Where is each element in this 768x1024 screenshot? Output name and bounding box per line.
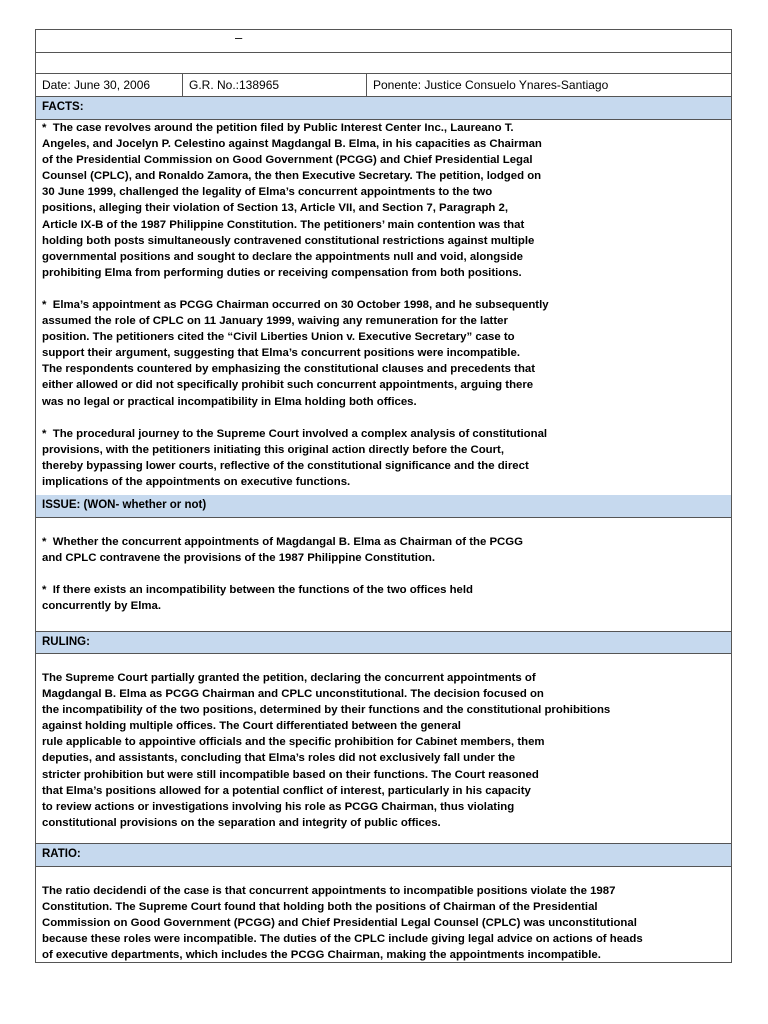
case-digest-document: [35, 29, 732, 963]
ruling-heading: RULING:: [36, 632, 731, 654]
title-row: [36, 30, 731, 53]
facts-paragraph-1: * The case revolves around the petition filed by Public Interest Center Inc., Laureano T. Angeles, and Jocelyn P. Celestino against Magdangal B. Elma, in his capacities as Chairman of the Presidential Commission on Good Government (PCGG) and Chief Presidential Legal Counsel (CPLC), and Ronaldo Zamora, the then Executive Secretary. The petition, lodged on 30 June 1999, challenged the legality of Elma’s concurrent appointments to the two positions, alleging their violation of Section 13, Article VII, and Section 7, Paragraph 2, Article IX-B of the 1987 Philippine Constitution. The petitioners’ main contention was that holding both posts simultaneously contravened constitutional restrictions against multiple governmental positions and sought to declare the appointments null and void, alongside prohibiting Elma from performing duties or receiving compensation from both positions.: [42, 122, 542, 279]
facts-paragraph-3: * The procedural journey to the Supreme Court involved a complex analysis of constitutional provisions, with the petitioners initiating this original action directly before the Court, thereby bypassing lower courts, reflective of the constitutional significance and the direct implications of the appointments on executive functions.: [42, 427, 548, 488]
gr-number-cell: G.R. No.:138965: [183, 74, 367, 96]
issue-heading: ISSUE: (WON- whether or not): [36, 495, 731, 518]
ponente-cell: Ponente: Justice Consuelo Ynares-Santiago: [373, 78, 609, 92]
date-cell: Date: June 30, 2006: [36, 74, 183, 96]
facts-heading: FACTS:: [36, 97, 731, 120]
ruling-section: [36, 654, 731, 844]
ratio-section: [36, 867, 731, 963]
issue-section: [36, 518, 731, 632]
ratio-heading: RATIO:: [36, 844, 731, 867]
ruling-paragraph: The Supreme Court partially granted the petition, declaring the concurrent appointments of Magdangal B. Elma as PCGG Chairman and CPLC unconstitutional. The decision focused on the incompatibility of the two positions, determined by their functions and the constitutional prohibitions against holding multiple offices. The Court differentiated between the general rule applicable to appointive officials and the specific prohibition for Cabinet members, them deputies, and assistants, concluding that Elma’s roles did not exclusively fall under the stricter prohibition but were still incompatible based on their functions. The Court reasoned that Elma’s positions allowed for a potential conflict of interest, particularly in his capacity to review actions or investigations involving his role as PCGG Chairman, thus violating constitutional provisions on the separation and integrity of public offices.: [42, 672, 611, 829]
blank-row: [36, 53, 731, 74]
facts-section: [36, 120, 731, 505]
issue-paragraph-2: * If there exists an incompatibility between the functions of the two offices held concurrently by Elma.: [42, 584, 474, 613]
facts-paragraph-2: * Elma’s appointment as PCGG Chairman occurred on 30 October 1998, and he subsequently assumed the role of CPLC on 11 January 1999, waiving any remuneration for the latter position. The petitioners cited the “Civil Liberties Union v. Executive Secretary” case to support their argument, suggesting that Elma’s concurrent positions were incompatible. The respondents countered by emphasizing the constitutional clauses and precedents that either allowed or did not specifically prohibit such concurrent appointments, arguing there was no legal or practical incompatibility in Elma holding both offices.: [42, 298, 549, 408]
case-meta-row: [36, 74, 731, 97]
issue-paragraph-1: * Whether the concurrent appointments of Magdangal B. Elma as Chairman of the PCGG and CPLC contravene the provisions of the 1987 Philippine Constitution.: [42, 536, 523, 565]
title-mark: –: [235, 30, 243, 45]
ratio-paragraph: The ratio decidendi of the case is that concurrent appointments to incompatible positions violate the 1987 Constitution. The Supreme Court found that holding both the positions of Chairman of the Presidential Commission on Good Government (PCGG) and Chief Presidential Legal Counsel (CPLC) was unconstitutional because these roles were incompatible. The duties of the CPLC include giving legal advice on actions of heads of executive departments, which includes the PCGG Chairman, making the appointments incompatible.: [42, 885, 643, 962]
